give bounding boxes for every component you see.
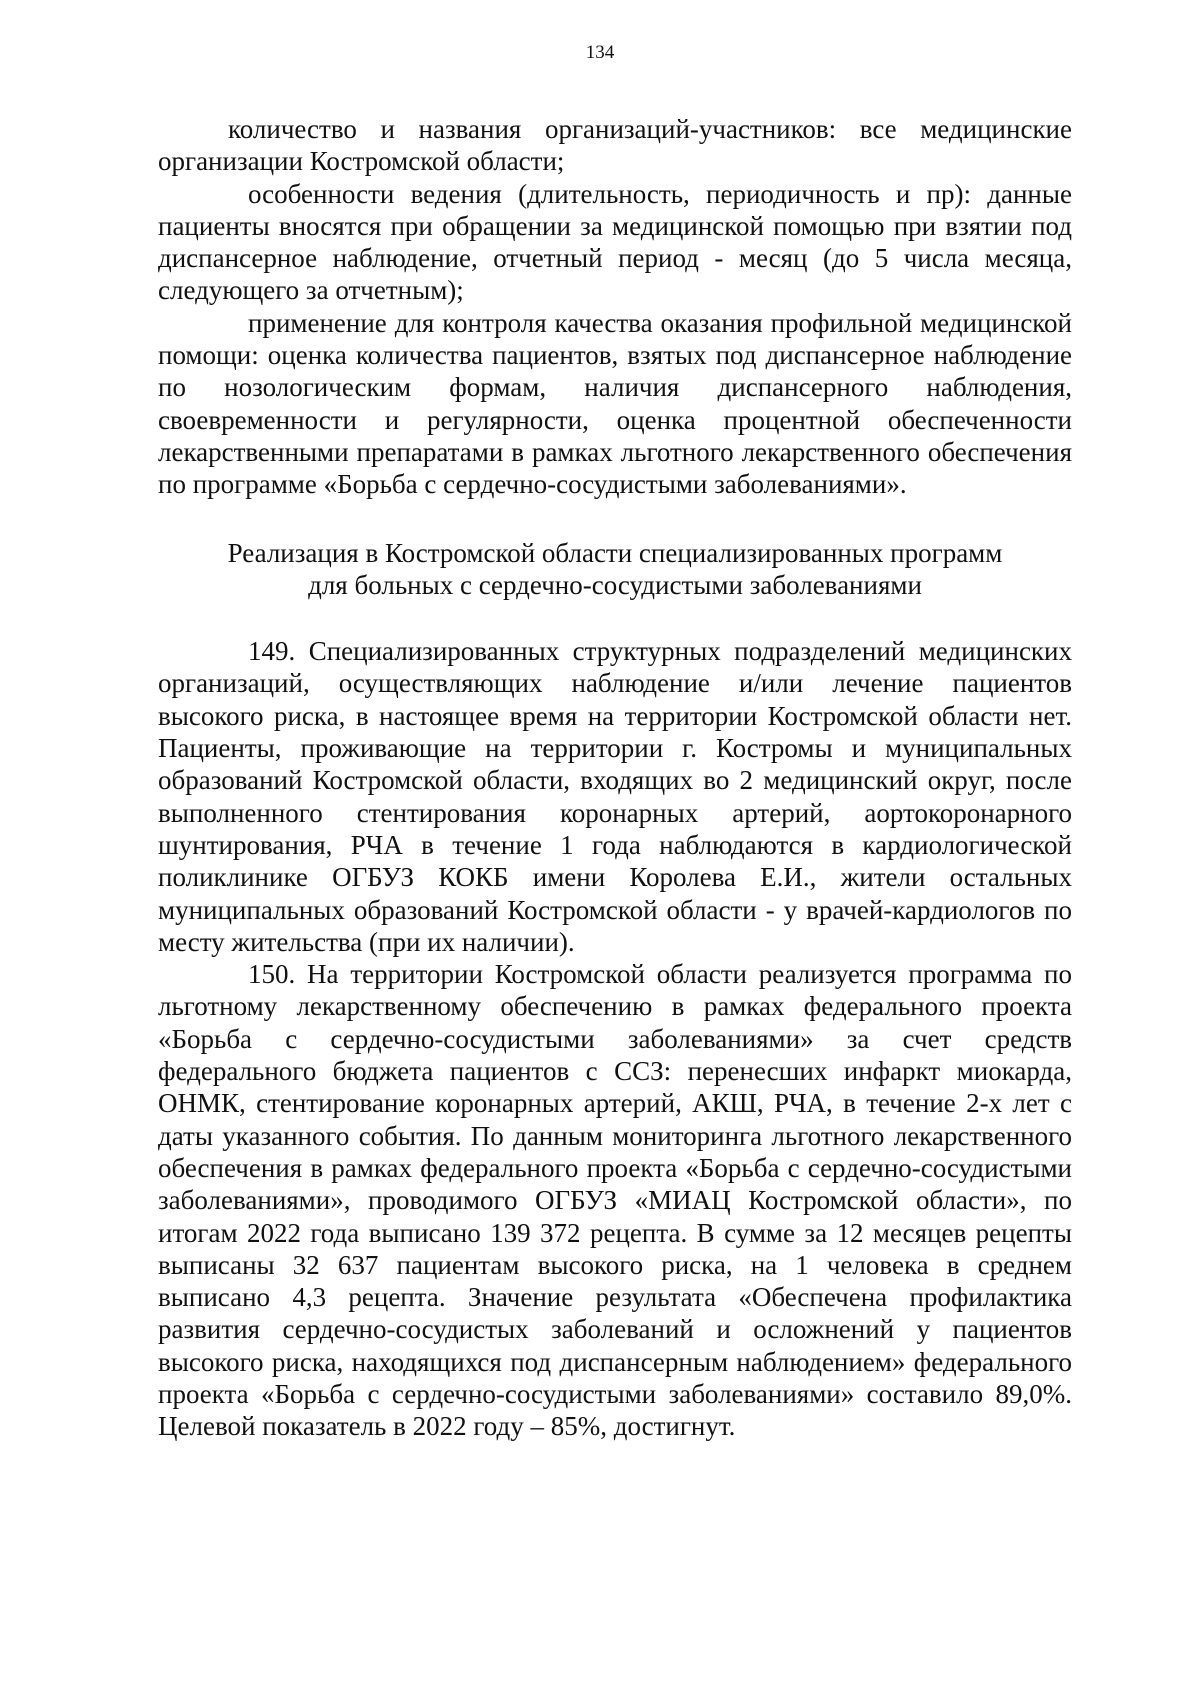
document-body — [158, 113, 1072, 1443]
page-number: 134 — [585, 42, 615, 63]
paragraph-maintenance-features: особенности ведения (длительность, периодичность и пр): данные пациенты вносятся при обращении за медицинской помощью при взятии под диспансерное наблюдение, отчетный период - месяц (до 5 числа месяца, следующего за отчетным); — [158, 178, 1072, 306]
section-heading-line-2: для больных с сердечно-сосудистыми заболеваниями — [308, 569, 922, 600]
section-heading — [158, 537, 1072, 602]
paragraph-150: 150. На территории Костромской области реализуется программа по льготному лекарственному обеспечению в рамках федерального проекта «Борьба с сердечно-сосудистыми заболеваниями» за счет средств федерального бюджета пациентов с ССЗ: перенесших инфаркт миокарда, ОНМК, стентирование коронарных артерий, АКШ, РЧА, в течение 2-х лет с даты указанного события. По данным мониторинга льготного лекарственного обеспечения в рамках федерального проекта «Борьба с сердечно-сосудистыми заболеваниями», проводимого ОГБУЗ «МИАЦ Костромской области», по итогам 2022 года выписано 139 372 рецепта. В сумме за 12 месяцев рецепты выписаны 32 637 пациентам высокого риска, на 1 человека в среднем выписано 4,3 рецепта. Значение результата «Обеспечена профилактика развития сердечно-сосудистых заболеваний и осложнений у пациентов высокого риска, находящихся под диспансерным наблюдением» федерального проекта «Борьба с сердечно-сосудистыми заболеваниями» составило 89,0%. Целевой показатель в 2022 году – 85%, достигнут. — [158, 959, 1072, 1442]
paragraph-149: 149. Специализированных структурных подразделений медицинских организаций, осуществляющих наблюдение и/или лечение пациентов высокого риска, в настоящее время на территории Костромской области нет. Пациенты, проживающие на территории г. Костромы и муниципальных образований Костромской области, входящих во 2 медицинский округ, после выполненного стентирования коронарных артерий, аортокоронарного шунтирования, РЧА в течение 1 года наблюдаются в кардиологической поликлинике ОГБУЗ КОКБ имени Королева Е.И., жители остальных муниципальных образований Костромской области - у врачей-кардиологов по месту жительства (при их наличии). — [158, 636, 1072, 957]
paragraph-participants: количество и названия организаций-участников: все медицинские организации Костромской области; — [158, 114, 1072, 177]
paragraph-quality-control: применение для контроля качества оказания профильной медицинской помощи: оценка количества пациентов, взятых под диспансерное наблюдение по нозологическим формам, наличия диспансерного наблюдения, своевременности и регулярности, оценка процентной обеспеченности лекарственными препаратами в рамках льготного лекарственного обеспечения по программе «Борьба с сердечно-сосудистыми заболеваниями». — [158, 307, 1072, 500]
section-heading-line-1: Реализация в Костромской области специализированных программ — [227, 537, 1003, 568]
